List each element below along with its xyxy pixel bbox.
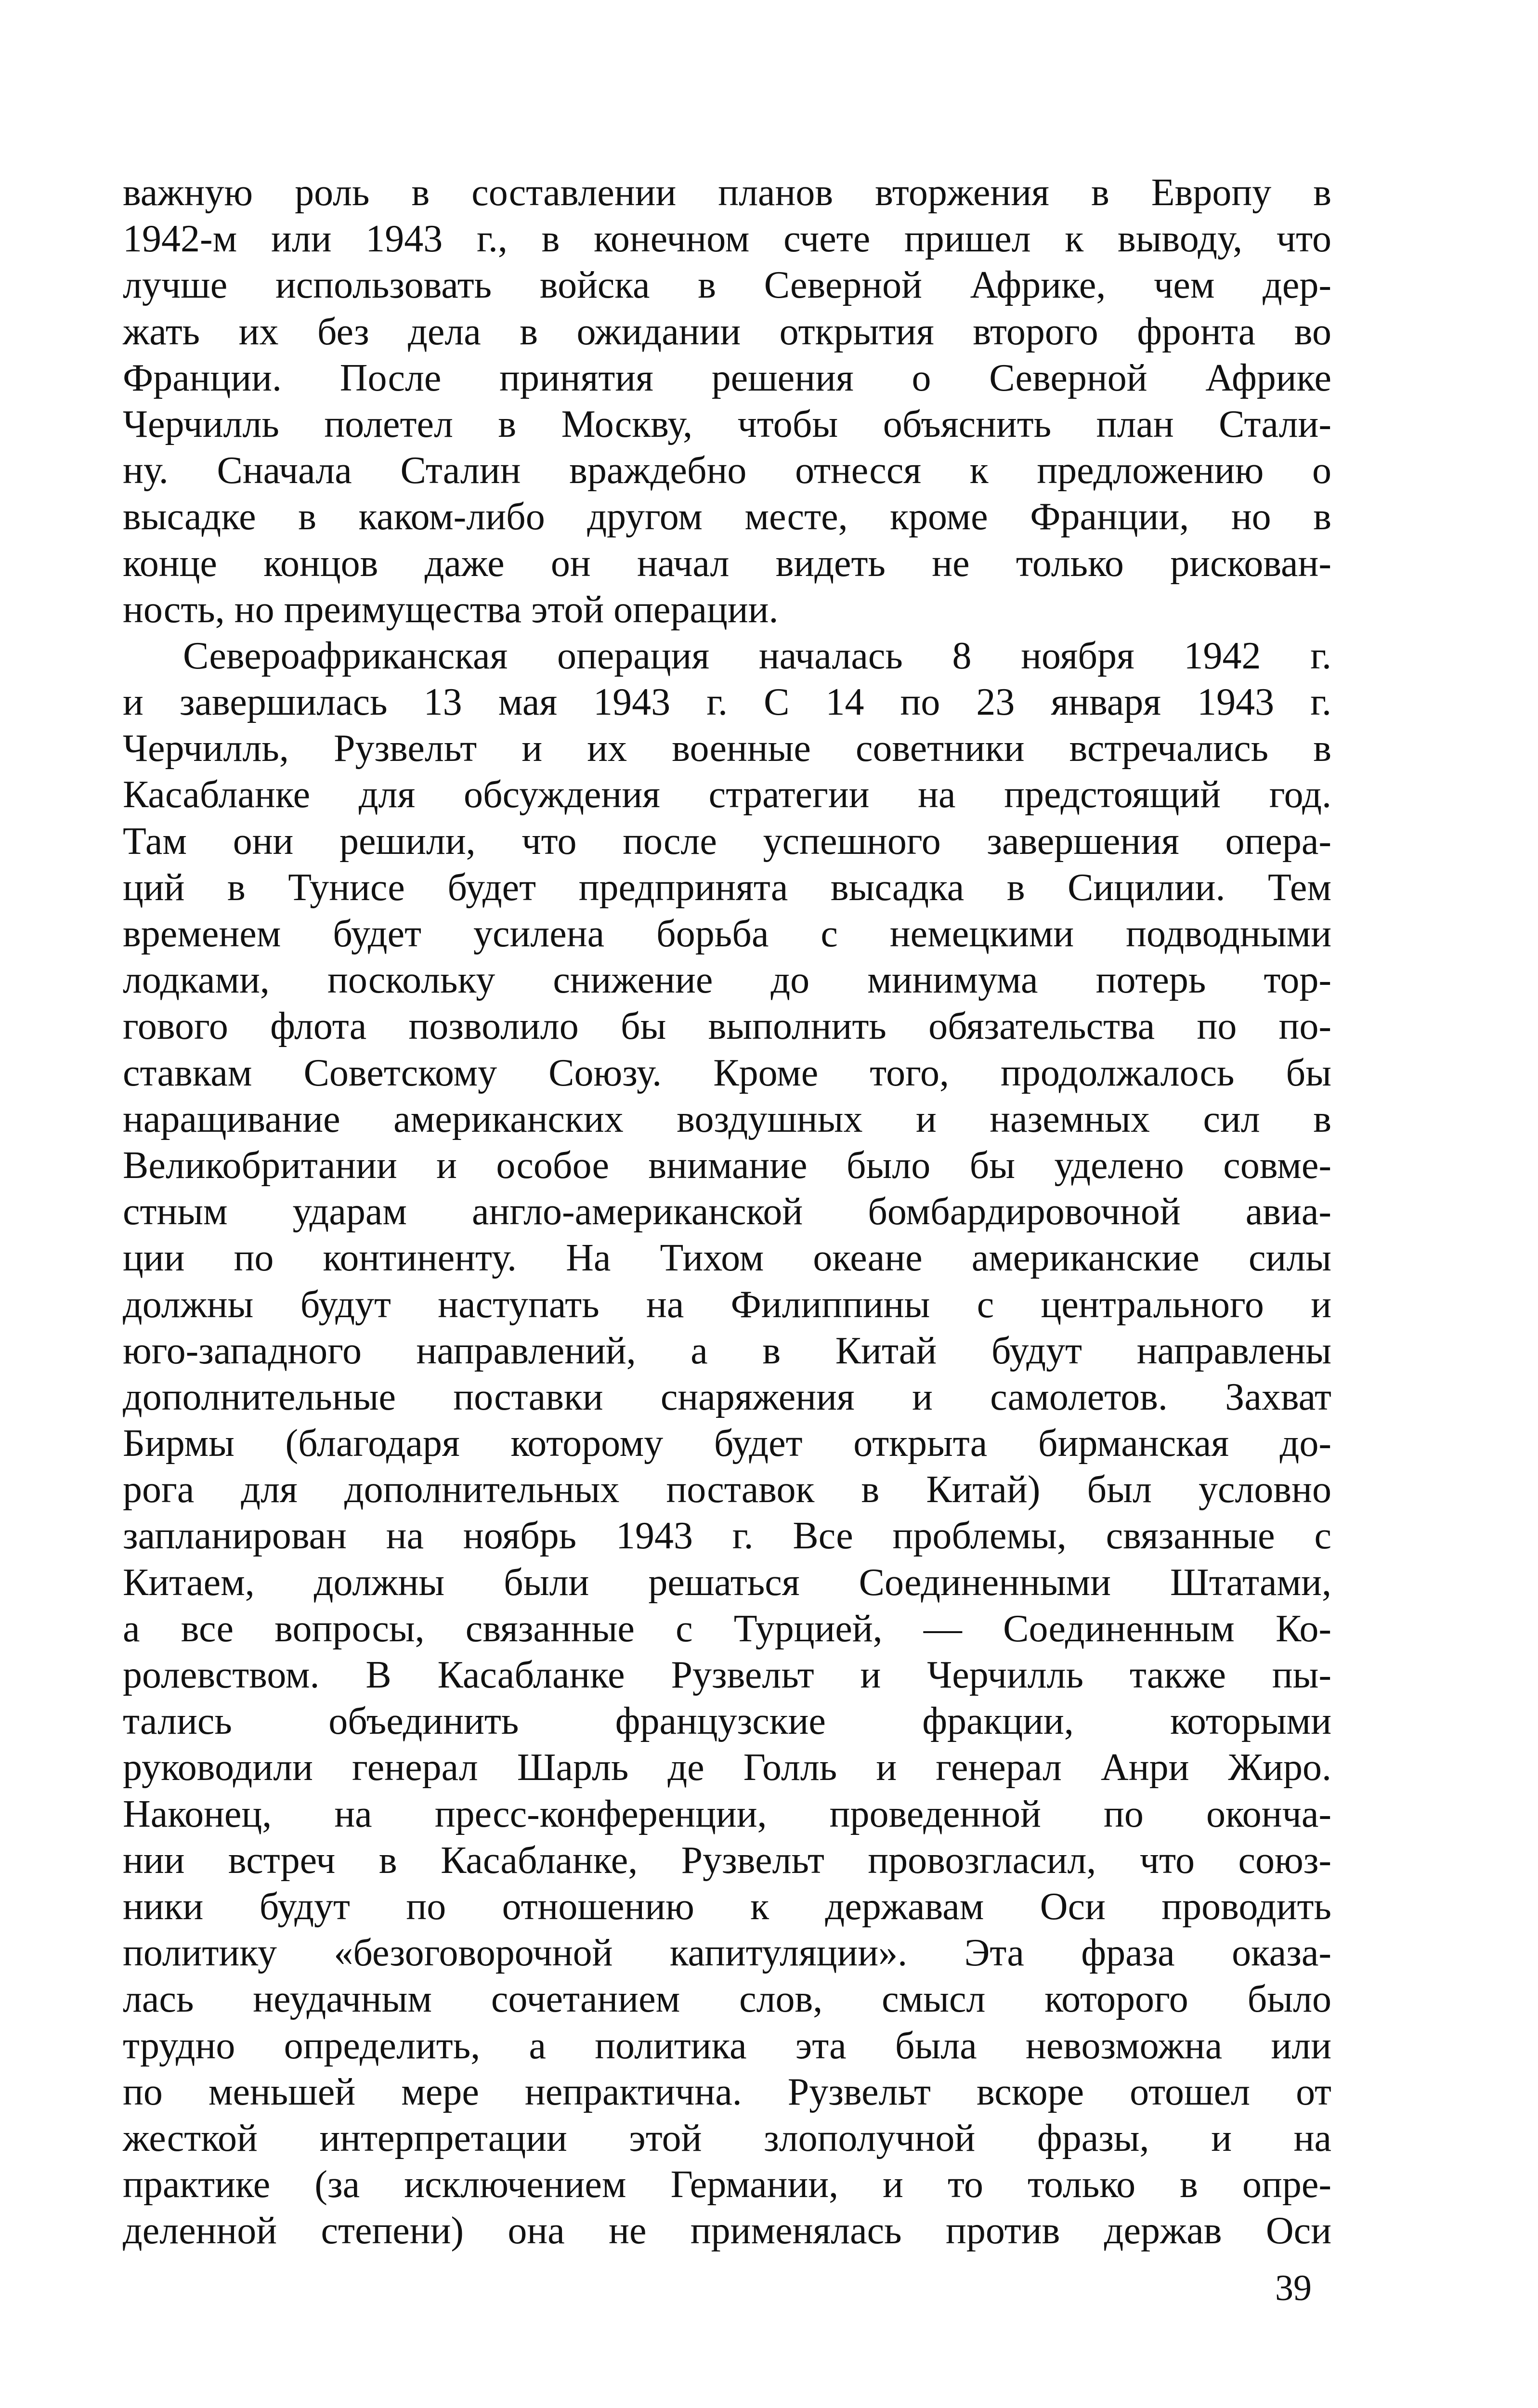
text-line: наращивание американских воздушных и наземных сил в	[123, 1098, 1331, 1140]
text-line: высадке в каком-либо другом месте, кроме Франции, но в	[123, 496, 1331, 538]
page-number: 39	[1275, 2268, 1312, 2308]
text-line: Китаем, должны были решаться Соединенными Штатами,	[123, 1561, 1331, 1604]
text-line: ники будут по отношению к державам Оси проводить	[123, 1885, 1331, 1928]
text-line: нии встреч в Касабланке, Рузвельт провозгласил, что союз-	[123, 1839, 1331, 1882]
text-line: Бирмы (благодаря которому будет открыта бирманская до-	[123, 1422, 1331, 1465]
text-line: Черчилль, Рузвельт и их военные советники встречались в	[123, 727, 1331, 770]
text-line: лучше использовать войска в Северной Африке, чем дер-	[123, 264, 1331, 307]
text-line: важную роль в составлении планов вторжения в Европу в	[123, 171, 1331, 214]
text-line: рога для дополнительных поставок в Китай) был условно	[123, 1468, 1331, 1511]
text-line: по меньшей мере непрактична. Рузвельт вскоре отошел от	[123, 2070, 1331, 2113]
text-line: и завершилась 13 мая 1943 г. С 14 по 23 января 1943 г.	[123, 681, 1331, 724]
text-line: ставкам Советскому Союзу. Кроме того, продолжалось бы	[123, 1051, 1331, 1094]
text-line: тались объединить французские фракции, которыми	[123, 1700, 1331, 1743]
text-line: ций в Тунисе будет предпринята высадка в Сицилии. Тем	[123, 866, 1331, 909]
text-line: Там они решили, что после успешного завершения опера-	[123, 820, 1331, 863]
text-line: стным ударам англо-американской бомбардировочной авиа-	[123, 1191, 1331, 1233]
text-line: Наконец, на пресс-конференции, проведенной по оконча-	[123, 1793, 1331, 1835]
text-line: временем будет усилена борьба с немецкими подводными	[123, 913, 1331, 955]
text-line: ции по континенту. На Тихом океане американские силы	[123, 1237, 1331, 1280]
text-line: практике (за исключением Германии, и то только в опре-	[123, 2163, 1331, 2206]
body-text	[123, 170, 1331, 2254]
text-line: ность, но преимущества этой операции.	[123, 588, 779, 631]
paragraph-2	[123, 633, 1331, 2254]
text-line: деленной степени) она не применялась против держав Оси	[123, 2210, 1331, 2252]
text-line: 1942-м или 1943 г., в конечном счете пришел к выводу, что	[123, 218, 1331, 261]
text-line: Черчилль полетел в Москву, чтобы объяснить план Стали-	[123, 403, 1331, 445]
text-line: Касабланке для обсуждения стратегии на предстоящий год.	[123, 773, 1331, 816]
text-line: запланирован на ноябрь 1943 г. Все проблемы, связанные с	[123, 1515, 1331, 1557]
text-line: должны будут наступать на Филиппины с центрального и	[123, 1283, 1331, 1326]
text-line: дополнительные поставки снаряжения и самолетов. Захват	[123, 1375, 1331, 1418]
text-line: жать их без дела в ожидании открытия второго фронта во	[123, 310, 1331, 353]
text-line: ролевством. В Касабланке Рузвельт и Черчилль также пы-	[123, 1654, 1331, 1696]
text-line: Великобритании и особое внимание было бы уделено совме-	[123, 1144, 1331, 1187]
text-line: жесткой интерпретации этой злополучной фразы, и на	[123, 2117, 1331, 2159]
text-line: Франции. После принятия решения о Северной Африке	[123, 356, 1331, 399]
text-line: а все вопросы, связанные с Турцией, — Соединенным Ко-	[123, 1607, 1331, 1650]
paragraph-1	[123, 170, 1331, 633]
text-line: юго-западного направлений, а в Китай будут направлены	[123, 1329, 1331, 1372]
text-line: ну. Сначала Сталин враждебно отнесся к предложению о	[123, 449, 1331, 492]
text-line: гового флота позволило бы выполнить обязательства по по-	[123, 1005, 1331, 1048]
text-line: лась неудачным сочетанием слов, смысл которого было	[123, 1978, 1331, 2021]
text-line: политику «безоговорочной капитуляции». Эта фраза оказа-	[123, 1932, 1331, 1975]
text-line: конце концов даже он начал видеть не только рискован-	[123, 542, 1331, 585]
text-line: руководили генерал Шарль де Голль и генерал Анри Жиро.	[123, 1746, 1331, 1789]
text-line: лодками, поскольку снижение до минимума потерь тор-	[123, 959, 1331, 1002]
text-line: Североафриканская операция началась 8 ноября 1942 г.	[183, 634, 1331, 677]
text-line: трудно определить, а политика эта была невозможна или	[123, 2024, 1331, 2067]
